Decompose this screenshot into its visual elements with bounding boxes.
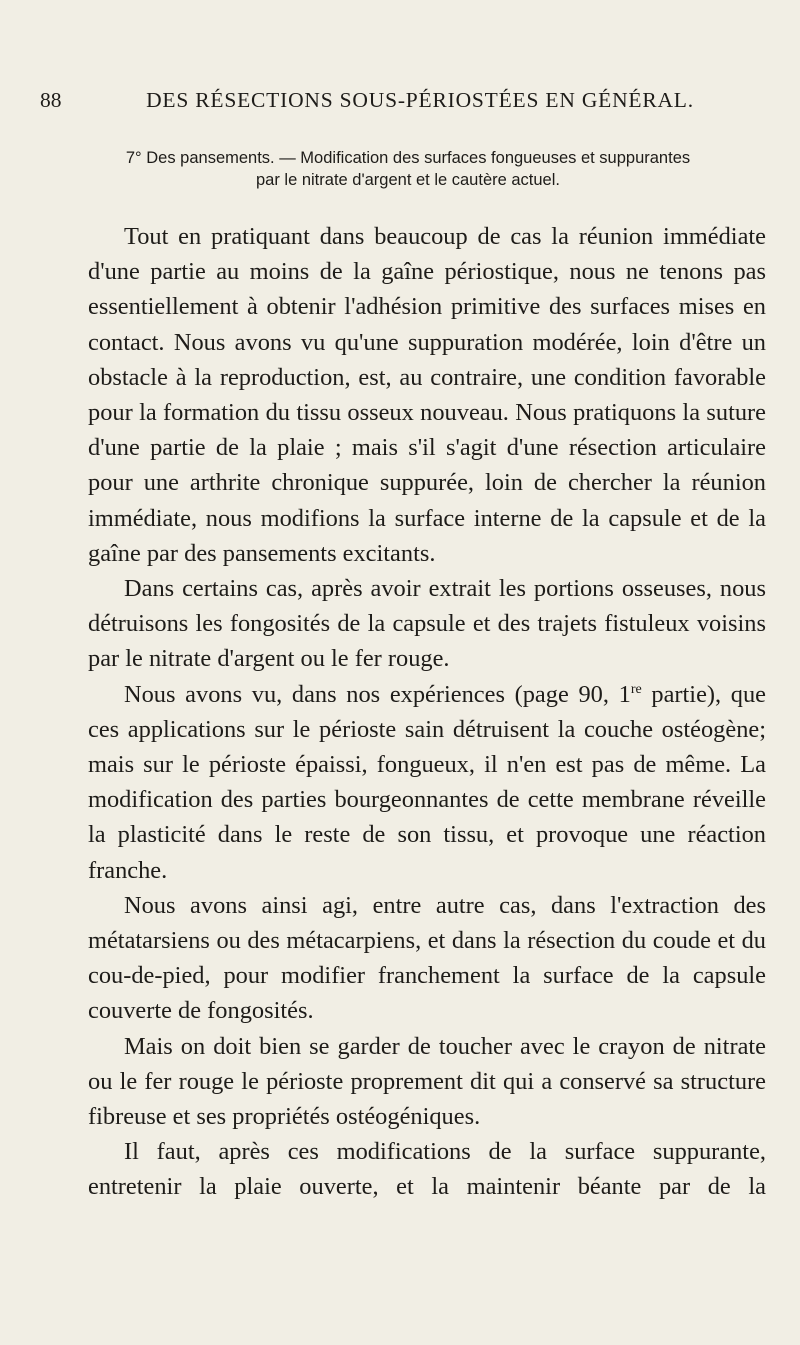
section-heading-line-1: 7° Des pansements. — Modification des surfaces fongueuses et suppurantes — [125, 149, 691, 167]
paragraph-3 — [88, 677, 766, 888]
section-heading — [88, 147, 728, 191]
body-text — [88, 219, 766, 1205]
running-title: DES RÉSECTIONS SOUS-PÉRIOSTÉES EN GÉNÉRAL. — [146, 88, 694, 112]
paragraph-6: Il faut, après ces modifications de la surface suppurante, entretenir la plaie ouverte, et la maintenir béante par de la — [88, 1138, 766, 1201]
paragraph-1: Tout en pratiquant dans beaucoup de cas la réunion immédiate d'une partie au moins de la gaîne périostique, nous ne tenons pas essentiellement à obtenir l'adhésion primitive des surfaces mises en contact. Nous avons vu qu'une suppuration modérée, loin d'être un obstacle à la reproduction, est, au contraire, une condition favorable pour la formation du tissu osseux nouveau. Nous pratiquons la suture d'une partie de la plaie ; mais s'il s'agit d'une résection articulaire pour une arthrite chronique suppurée, loin de chercher la réunion immédiate, nous modifions la surface interne de la capsule et de la gaîne par des pansements excitants. — [88, 223, 766, 567]
paragraph-3-start: Nous avons vu, dans nos expériences (page 90, 1 — [124, 680, 631, 708]
section-heading-line-2: par le nitrate d'argent et le cautère actuel. — [255, 171, 560, 189]
paragraph-3-end: partie), que ces applications sur le périoste sain détruisent la couche ostéogène; mais sur le périoste épaissi, fongueux, il n'en est pas de même. La modification des parties bourgeonnantes de cette membrane réveille la plasticité dans le reste de son tissu, et provoque une réaction franche. — [88, 680, 767, 884]
ordinal-superscript: re — [630, 681, 642, 697]
paragraph-2: Dans certains cas, après avoir extrait les portions osseuses, nous détruisons les fongosités de la capsule et des trajets fistuleux voisins par le nitrate d'argent ou le fer rouge. — [88, 575, 766, 673]
running-header — [30, 82, 770, 118]
page-number: 88 — [40, 88, 62, 112]
paragraph-4: Nous avons ainsi agi, entre autre cas, dans l'extraction des métatarsiens ou des métacarpiens, et dans la résection du coude et du cou-de-pied, pour modifier franchement la surface de la capsule couverte de fongosités. — [88, 891, 766, 1025]
paragraph-5: Mais on doit bien se garder de toucher avec le crayon de nitrate ou le fer rouge le périoste proprement dit qui a conservé sa structure fibreuse et ses propriétés ostéogéniques. — [88, 1032, 766, 1131]
